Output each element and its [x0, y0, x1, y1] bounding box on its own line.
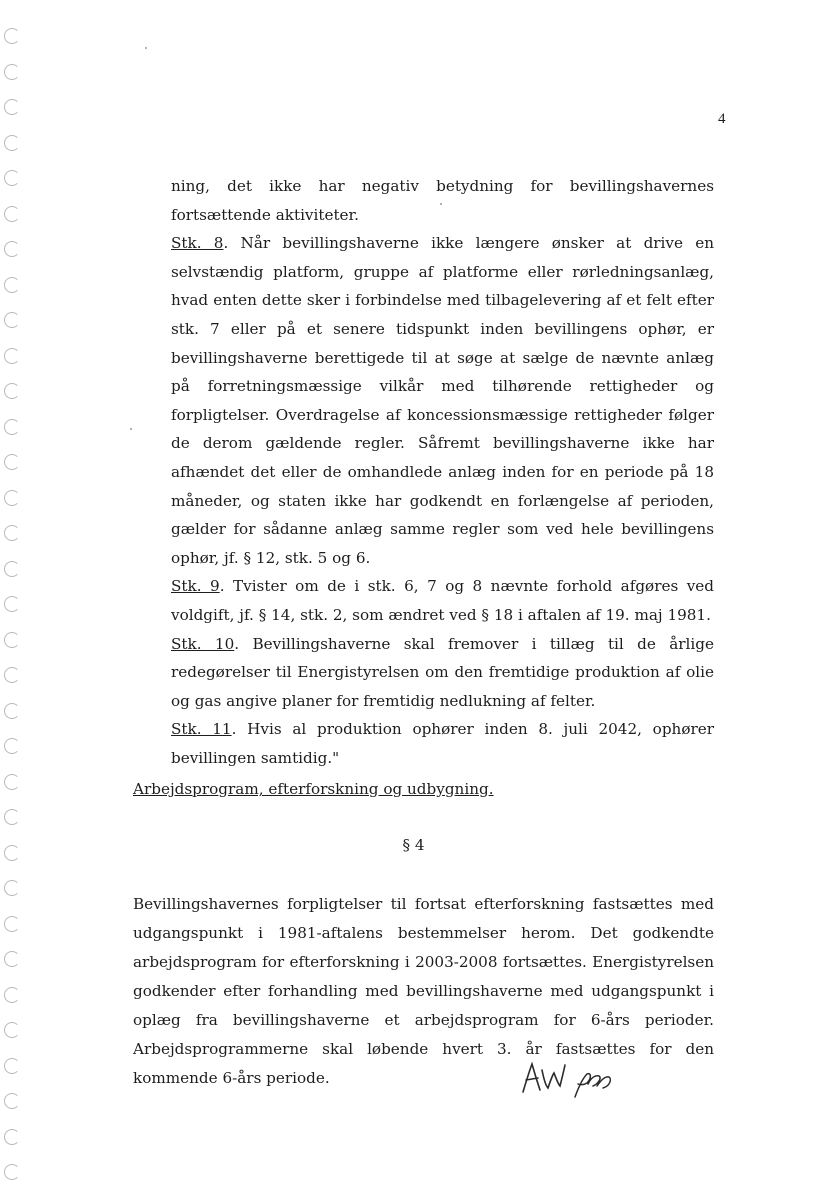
punch-hole	[4, 596, 20, 612]
punch-hole	[4, 135, 20, 151]
punch-hole	[4, 454, 20, 470]
stk-9-text: . Tvister om de i stk. 6, 7 og 8 nævnte forhold afgøres ved voldgift, jf. § 14, stk. 2, som ændret ved § 18 i aftalen af 19. maj 1981.	[171, 577, 715, 624]
punch-hole	[4, 348, 20, 364]
punch-hole	[4, 774, 20, 790]
section-number: § 4	[402, 836, 425, 854]
punch-hole	[4, 312, 20, 328]
section-4-paragraph: Bevillingshavernes forpligtelser til fortsat efterforskning fastsættes med udgangspunkt i 1981-aftalens bestemmelser herom. Det godkendte arbejdsprogram for efterforskning i 2003-2008 fortsættes. Energistyrelsen godkender efter forhandling med bevillingshaverne med udgangspunkt i oplæg fra bevillingshaverne et arbejdsprogram for 6-års perioder. Arbejdsprogrammerne skal løbende hvert 3. år fastsættes for den kommende 6-års periode.	[133, 895, 714, 1087]
punch-hole	[4, 880, 20, 896]
punch-hole	[4, 28, 20, 44]
opening-paragraph: ning, det ikke har negativ betydning for bevillingshavernes fortsættende aktiviteter.	[171, 177, 714, 224]
punch-hole	[4, 632, 20, 648]
punch-hole	[4, 206, 20, 222]
section-heading-text: Arbejdsprogram, efterforskning og udbygning	[133, 780, 489, 798]
scan-speck	[130, 428, 132, 430]
page-number: 4	[718, 111, 726, 127]
punch-hole	[4, 99, 20, 115]
stk-11-label: Stk. 11	[171, 720, 232, 739]
stk-8-text: . Når bevillingshaverne ikke længere ønsker at drive en selvstændig platform, gruppe af platforme eller rørledningsanlæg, hvad enten dette sker i forbindelse med tilbagelevering af et felt efter stk. 7 eller på et senere tidspunkt inden bevillingens ophør, er bevillingshaverne berettigede til at søge at sælge de nævnte anlæg på forretningsmæssige vilkår med tilhørende rettigheder og forpligtelser. Overdragelse af koncessionsmæssige rettigheder følger de derom gældende regler. Såfremt bevillingshaverne ikke har afhændet det eller de omhandlede anlæg inden for en periode på 18 måneder, og staten ikke har godkendt en forlængelse af perioden, gælder for sådanne anlæg samme regler som ved hele bevillingens ophør, jf. § 12, stk. 5 og 6.	[171, 234, 715, 567]
punch-hole	[4, 490, 20, 506]
punch-hole	[4, 241, 20, 257]
punch-hole	[4, 1164, 20, 1180]
section-heading	[133, 780, 494, 798]
stk-11-text: . Hvis al produktion ophører inden 8. juli 2042, ophører bevillingen samtidig."	[171, 720, 714, 767]
punch-hole	[4, 1093, 20, 1109]
stk-9-label: Stk. 9	[171, 577, 220, 596]
punch-hole	[4, 1022, 20, 1038]
quoted-provision	[171, 172, 714, 772]
stk-8-label: Stk. 8	[171, 234, 224, 253]
stk-8-paragraph	[171, 229, 714, 572]
punch-hole	[4, 951, 20, 967]
punch-hole	[4, 170, 20, 186]
stk-10-paragraph	[171, 630, 714, 716]
punch-hole	[4, 667, 20, 683]
punch-hole	[4, 738, 20, 754]
stk-11-paragraph	[171, 715, 714, 772]
punch-hole	[4, 277, 20, 293]
punch-hole	[4, 525, 20, 541]
punch-hole	[4, 561, 20, 577]
section-heading-period: .	[488, 780, 494, 798]
scan-speck	[145, 47, 147, 49]
punch-hole	[4, 703, 20, 719]
punch-hole	[4, 916, 20, 932]
punch-hole	[4, 64, 20, 80]
stk-9-paragraph	[171, 572, 714, 629]
punch-hole	[4, 419, 20, 435]
punch-hole	[4, 809, 20, 825]
punch-hole	[4, 987, 20, 1003]
stk-10-text: . Bevillingshaverne skal fremover i tillæg til de årlige redegørelser til Energistyrelsen om den fremtidige produktion af olie og gas angive planer for fremtidig nedlukning af felter.	[171, 634, 714, 710]
punch-hole-margin	[4, 28, 26, 1200]
stk-10-label: Stk. 10	[171, 634, 235, 653]
punch-hole	[4, 1058, 20, 1074]
punch-hole	[4, 383, 20, 399]
punch-hole	[4, 1129, 20, 1145]
handwritten-initials	[517, 1056, 627, 1106]
